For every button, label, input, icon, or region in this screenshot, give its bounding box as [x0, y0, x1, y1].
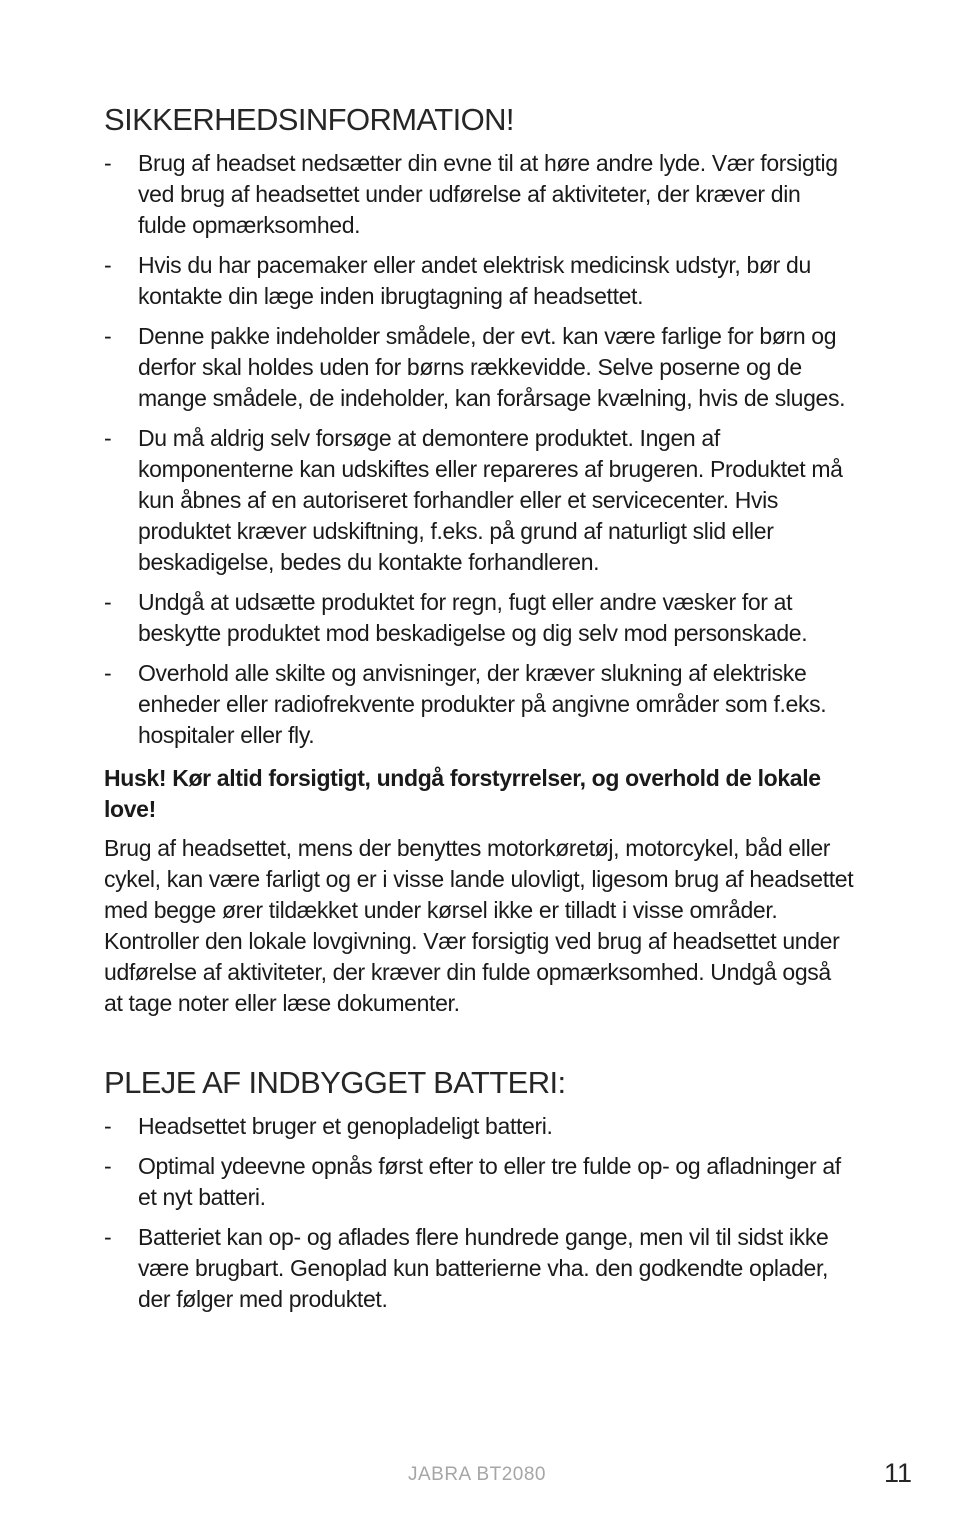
footer-brand: JABRA BT2080 — [407, 1464, 547, 1485]
list-item-text: Headsettet bruger et genopladeligt batteri. — [138, 1113, 553, 1139]
list-item-text: Hvis du har pacemaker eller andet elektrisk medicinsk udstyr, bør du kontakte din læge inden ibrugtagning af headsettet. — [138, 252, 811, 309]
list-item-text: Brug af headset nedsætter din evne til at høre andre lyde. Vær forsigtig ved brug af headsettet under udførelse af aktiviteter, der kræver din fulde opmærksomhed. — [138, 150, 838, 238]
list-item — [104, 1151, 854, 1213]
battery-section — [104, 1063, 854, 1315]
driving-note: Husk! Kør altid forsigtigt, undgå forstyrrelser, og overhold de lokale love! — [104, 765, 821, 822]
list-item — [104, 1222, 854, 1315]
list-item — [104, 658, 854, 751]
bullet-dash: - — [104, 660, 112, 686]
list-item-text: Denne pakke indeholder smådele, der evt. kan være farlige for børn og derfor skal holdes uden for børns rækkevidde. Selve poserne og de mange smådele, de indeholder, kan forårsage kvælning, hvis de sluges. — [138, 323, 846, 411]
list-item-text: Overhold alle skilte og anvisninger, der kræver slukning af elektriske enheder eller radiofrekvente produkter på angivne områder som f.eks. hospitaler eller fly. — [138, 660, 827, 748]
bullet-dash: - — [104, 1113, 112, 1139]
safety-list — [104, 148, 854, 751]
bullet-dash: - — [104, 252, 112, 278]
bullet-dash: - — [104, 425, 112, 451]
list-item-text: Du må aldrig selv forsøge at demontere produktet. Ingen af komponenterne kan udskiftes eller repareres af brugeren. Produktet må kun åbnes af en autoriseret forhandler eller et servicecenter. Hvis produktet kræver udskiftning, f.eks. på grund af naturligt slid eller beskadigelse, bedes du kontakte forhandleren. — [138, 425, 843, 575]
safety-heading: SIKKERHEDSINFORMATION! — [104, 102, 514, 137]
list-item-text: Optimal ydeevne opnås først efter to eller tre fulde op- og afladninger af et nyt batteri. — [138, 1153, 841, 1210]
bullet-dash: - — [104, 1224, 112, 1250]
battery-list — [104, 1111, 854, 1315]
bullet-dash: - — [104, 1153, 112, 1179]
page-content — [104, 100, 854, 1324]
bullet-dash: - — [104, 150, 112, 176]
bullet-dash: - — [104, 589, 112, 615]
battery-heading: PLEJE AF INDBYGGET BATTERI: — [104, 1065, 566, 1100]
page-number: 11 — [883, 1458, 912, 1488]
list-item — [104, 587, 854, 649]
list-item — [104, 1111, 854, 1142]
list-item-text: Batteriet kan op- og aflades flere hundrede gange, men vil til sidst ikke være brugbart. Genoplad kun batterierne vha. den godkendte oplader, der følger med produktet. — [138, 1224, 829, 1312]
bullet-dash: - — [104, 323, 112, 349]
list-item — [104, 423, 854, 578]
list-item — [104, 321, 854, 414]
list-item — [104, 250, 854, 312]
driving-paragraph: Brug af headsettet, mens der benyttes motorkøretøj, motorcykel, båd eller cykel, kan være farligt og er i visse lande ulovligt, ligesom brug af headsettet med begge ører tildækket under kørsel ikke er tilladt i visse områder. Kontroller den lokale lovgivning. Vær forsigtig ved brug af headsettet under udførelse af aktiviteter, der kræver din fulde opmærksomhed. Undgå også at tage noter eller læse dokumenter. — [104, 835, 854, 1016]
list-item — [104, 148, 854, 241]
safety-section — [104, 100, 854, 1019]
list-item-text: Undgå at udsætte produktet for regn, fugt eller andre væsker for at beskytte produktet mod beskadigelse og dig selv mod personskade. — [138, 589, 808, 646]
